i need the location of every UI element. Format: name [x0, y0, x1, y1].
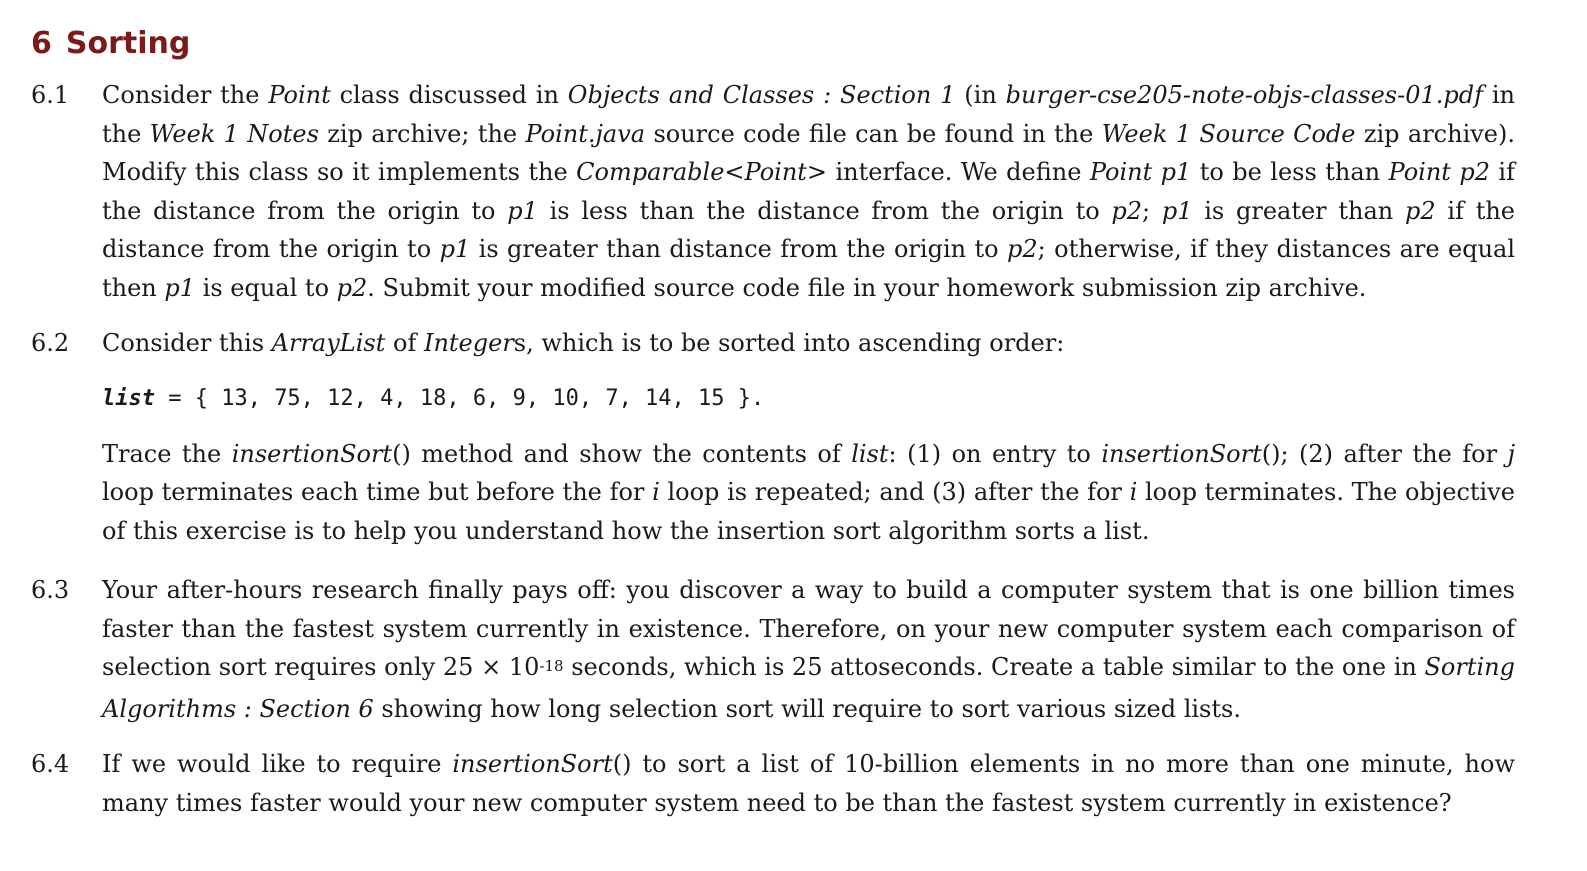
- text-run: source code file can be found in the: [645, 119, 1102, 148]
- text-run: zip archive). Modify this class so it implements the: [102, 119, 1515, 186]
- italic-term: i: [652, 478, 660, 506]
- text-run: () to sort a list of 10-billion elements in no more than one minute, how many times faster would your new computer system need to be than the fastest system currently in existence?: [102, 750, 1515, 817]
- italic-term: Point: [268, 81, 331, 109]
- italic-term: j: [1507, 439, 1516, 468]
- text-run: Consider the: [102, 81, 269, 109]
- text-run: in the: [102, 81, 1515, 148]
- text-run: loop terminates. The objective of this exercise is to help you understand how the insertion sort algorithm sorts a list.: [102, 478, 1515, 545]
- italic-term: p2: [1111, 196, 1143, 225]
- italic-term: p2: [1405, 196, 1436, 225]
- italic-term: burger-cse205-note-objs-classes-01.pdf: [1005, 81, 1483, 109]
- italic-term: Point p2: [1388, 158, 1490, 186]
- text-run: seconds, which is 25 attoseconds. Create a table similar to the one in: [563, 653, 1425, 681]
- italic-term: p1: [1161, 196, 1193, 225]
- text-run: if the distance from the origin to: [102, 196, 1516, 263]
- text-run: class discussed in: [330, 81, 568, 109]
- text-run: is greater than: [1192, 196, 1406, 225]
- text-run: If we would like to require: [102, 750, 453, 778]
- italic-term: p2: [1007, 235, 1038, 263]
- text-run: (in: [955, 81, 1006, 109]
- text-run: of: [385, 329, 424, 357]
- italic-term: ArrayList: [271, 329, 386, 357]
- section-number: 6: [31, 26, 52, 61]
- problem-number: 6.4: [31, 750, 70, 778]
- problem-number: 6.1: [31, 81, 70, 109]
- problem-text: [102, 324, 1515, 550]
- problem-6-1: [31, 76, 1515, 307]
- italic-term: p1: [507, 196, 538, 225]
- italic-term: Objects and Classes : Section 1: [567, 81, 956, 109]
- italic-term: insertionSort: [1101, 439, 1262, 468]
- text-run: to be less than: [1191, 158, 1389, 186]
- text-run: zip archive; the: [318, 119, 526, 148]
- text-run: . Submit your modified source code file in your homework submission zip archive.: [367, 273, 1367, 302]
- italic-term: insertionSort: [231, 439, 393, 468]
- text-run: is equal to: [195, 273, 337, 302]
- problem-6-4: [31, 745, 1515, 822]
- text-run: is less than the distance from the origin to: [537, 196, 1112, 225]
- text-run: Your after-hours research finally pays off: you discover a way to build a computer system that is one billion times faster than the fastest system currently in existence. Therefore, on your new computer system each comparison of selection sort requires only 25 × 10: [102, 576, 1515, 681]
- italic-term: Point p1: [1089, 158, 1192, 186]
- text-run: if the distance from the origin to: [102, 158, 1515, 225]
- section-heading: [31, 26, 190, 61]
- text-run: Consider this: [102, 329, 272, 357]
- problem-text: [102, 571, 1515, 728]
- italic-term: Point.java: [525, 119, 646, 148]
- italic-term: p1: [439, 235, 471, 263]
- italic-term: Integer: [423, 329, 514, 357]
- text-run: ;: [1142, 196, 1162, 225]
- problem-number: 6.3: [31, 576, 70, 604]
- italic-term: Sorting Algorithms : Section 6: [102, 653, 1515, 723]
- text-run: () method and show the contents of: [392, 439, 852, 468]
- problem-text: [102, 76, 1515, 307]
- exponent: -18: [539, 657, 564, 675]
- italic-term: i: [1129, 478, 1138, 506]
- italic-term: p1: [164, 273, 196, 302]
- problem-number: 6.2: [31, 329, 70, 357]
- code-values: = { 13, 75, 12, 4, 18, 6, 9, 10, 7, 14, 15 }.: [154, 385, 765, 411]
- italic-term: Week 1 Source Code: [1101, 119, 1356, 148]
- text-run: Trace the: [102, 439, 232, 468]
- text-run: s, which is to be sorted into ascending order:: [513, 329, 1065, 357]
- code-keyword: list: [102, 385, 155, 411]
- italic-term: Comparable<Point>: [576, 158, 828, 186]
- text-run: ; otherwise, if they distances are equal then: [102, 235, 1516, 302]
- section-title: Sorting: [65, 26, 191, 61]
- text-run: : (1) on entry to: [888, 439, 1102, 468]
- problem-text: [102, 745, 1515, 822]
- text-run: is greater than distance from the origin to: [470, 235, 1008, 263]
- code-list-literal: [102, 380, 1515, 418]
- text-run: loop terminates each time but before the for: [102, 478, 653, 506]
- text-run: (); (2) after the for: [1261, 439, 1508, 468]
- italic-term: insertionSort: [452, 750, 613, 778]
- italic-term: Week 1 Notes: [149, 119, 319, 148]
- problem-6-3: [31, 571, 1515, 728]
- italic-term: p2: [336, 273, 368, 302]
- text-run: loop is repeated; and (3) after the for: [659, 478, 1130, 506]
- text-run: interface. We define: [827, 158, 1090, 186]
- problem-6-2: [31, 324, 1515, 550]
- italic-term: list: [851, 439, 889, 468]
- text-run: showing how long selection sort will require to sort various sized lists.: [373, 694, 1241, 723]
